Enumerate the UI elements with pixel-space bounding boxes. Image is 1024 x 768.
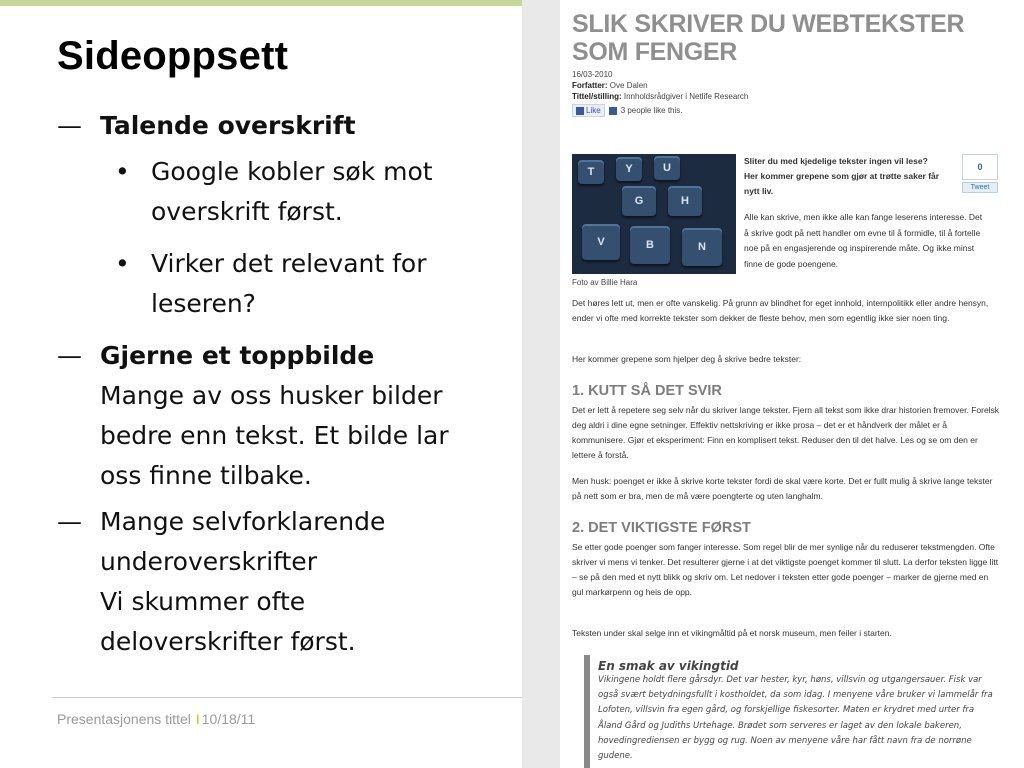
bullet-underoverskrifter: [57, 502, 507, 662]
dash-marker: —: [57, 111, 82, 140]
sub-bullet-line: leseren?: [151, 289, 256, 318]
bullet-line: Mange selvforklarende: [100, 507, 386, 536]
keyboard-key: Y: [616, 157, 642, 181]
article-paragraph: Se etter gode poenger som fanger interesse. Som regel blir de mer synlige når du reduserer tekstmengden. Ofte skriver vi mens vi tenker. Det resulterer gjerne i at det viktigste poenget kommer til slutt. La derfor teksten ligge litt – se på den med et nytt blikk og skriv om. Let nedover i teksten etter gode poenger – marker de gjerne med en gul markørpenn og heis de opp.: [572, 542, 999, 597]
sub-bullet-google: [57, 152, 507, 232]
bullet-toppbilde: [57, 336, 507, 496]
tweet-button[interactable]: Tweet: [962, 182, 998, 193]
article-role-row: [572, 91, 1012, 102]
author-label: Forfatter:: [572, 81, 608, 90]
article-intro: Alle kan skrive, men ikke alle kan fange leserens interesse. Det å skrive godt på nett handler om evne til å formidle, til å fortelle noe på en engasjerende og inspirerende måte. Og ikke minst finne de gode poengene.: [744, 212, 983, 269]
facebook-like-row: [572, 104, 1012, 117]
like-count-text: 3 people like this.: [620, 106, 683, 115]
article-paragraph: Teksten under skal selge inn et vikingmåltid på et norsk museum, men feiler i starten.: [572, 628, 892, 638]
author-name: Ove Dalen: [609, 81, 648, 90]
role-label: Tittel/stilling:: [572, 92, 622, 101]
section-heading: 2. DET VIKTIGSTE FØRST: [572, 520, 751, 536]
keyboard-photo: [572, 154, 736, 274]
article-date: 16/03-2010: [572, 70, 613, 79]
article-paragraph: Her kommer grepene som hjelper deg å skrive bedre tekster:: [572, 354, 802, 364]
tweet-count: 0: [962, 154, 998, 180]
slide-bullet-list: [57, 106, 507, 668]
bullet-heading: Gjerne et toppbilde: [100, 341, 375, 370]
article-paragraph: Det er lett å repetere seg selv når du skriver lange tekster. Fjern all tekst som ikke drar historien fremover. Forelsk deg aldri i dine egne setninger. Effektiv nettskriving er ikke prosa – det er et håndverk der målet er å kommunisere. Gjør et eksperiment: Finn en komplisert tekst. Reduser den til det halve. Les og se om den er lettere å forstå.: [572, 405, 1000, 460]
article-title: SLIK SKRIVER DU WEBTEKSTER SOM FENGER: [572, 10, 965, 66]
article-screenshot-panel: [522, 0, 1024, 768]
bullet-dot: •: [115, 249, 130, 278]
slide-footer: [57, 711, 255, 727]
dash-marker: —: [57, 341, 82, 370]
sub-bullet-line: Google kobler søk mot: [151, 157, 433, 186]
slide-title: Sideoppsett: [57, 34, 289, 78]
dash-marker: —: [57, 507, 82, 536]
bullet-line: oss finne tilbake.: [100, 461, 312, 490]
photo-caption: Foto av Billie Hara: [572, 278, 638, 287]
facebook-like-button[interactable]: [572, 104, 605, 117]
bullet-line: deloverskrifter først.: [100, 627, 356, 656]
section-heading: 1. KUTT SÅ DET SVIR: [572, 383, 722, 399]
top-accent-bar: [0, 0, 522, 6]
article-author-row: [572, 80, 1012, 91]
quote-body: Vikingene holdt flere gårsdyr. Det var hester, kyr, høns, villsvin og utgangersauer. Fisk var også svært betydningsfullt i kostholdet, da som idag. I menyene våre bruker vi lammelår fra Lofoten, villsvin fra egen gård, og forskjellige fiskesorter. Maten er krydret med urter fra Åland Gård og Judiths Urtehage. Brødet som serveres er laget av den lokale bakeren, hovedingrediensen er bygg og rug. Noen av menyene våre har fått navn fra de norrøne gudene.: [598, 675, 993, 762]
article-meta: [572, 69, 1012, 102]
bullet-dot: •: [115, 157, 130, 186]
bullet-line: bedre enn tekst. Et bilde lar: [100, 421, 449, 450]
keyboard-key: U: [654, 156, 680, 180]
keyboard-key: T: [578, 160, 604, 184]
footer-separator: I: [195, 711, 200, 727]
keyboard-key: B: [630, 226, 670, 264]
keyboard-key: H: [668, 186, 702, 216]
bullet-line: underoverskrifter: [100, 547, 317, 576]
article-lead: Sliter du med kjedelige tekster ingen vil lese? Her kommer grepene som gjør at trøtte saker får nytt liv.: [744, 156, 940, 196]
article-paragraph: Det høres lett ut, men er ofte vanskelig. På grunn av blindhet for eget innhold, internpolitikk eller andre hensyn, ender vi ofte med korrekte tekster som dekker de fleste behov, men som egentlig ikke sier noen ting.: [572, 298, 989, 323]
article-paragraph: Men husk: poenget er ikke å skrive korte tekster fordi de skal være korte. Det er fullt mulig å skrive lange tekster på nett som er bra, men de må være poengterte og uten langhalm.: [572, 476, 993, 501]
keyboard-key: N: [682, 228, 722, 266]
facebook-icon: [609, 107, 617, 115]
like-label: Like: [586, 106, 601, 115]
example-quote-box: [584, 655, 1000, 768]
sub-bullet-line: Virker det relevant for: [151, 249, 427, 278]
keyboard-key: V: [582, 224, 620, 260]
sub-bullet-line: overskrift først.: [151, 197, 343, 226]
keyboard-key: G: [622, 186, 656, 216]
author-role: Innholdsrådgiver i Netlife Research: [623, 92, 749, 101]
bullet-heading: Talende overskrift: [100, 111, 356, 140]
quote-title: En smak av vikingtid: [598, 659, 739, 673]
bullet-line: Vi skummer ofte: [100, 587, 306, 616]
sub-bullet-relevant: [57, 244, 507, 324]
footer-date: 10/18/11: [201, 711, 256, 727]
bullet-talende-overskrift: [57, 106, 507, 146]
thumbs-up-icon: [576, 107, 584, 115]
footer-divider: [52, 697, 522, 698]
bullet-line: Mange av oss husker bilder: [100, 381, 443, 410]
footer-title: Presentasjonens tittel: [57, 711, 191, 727]
